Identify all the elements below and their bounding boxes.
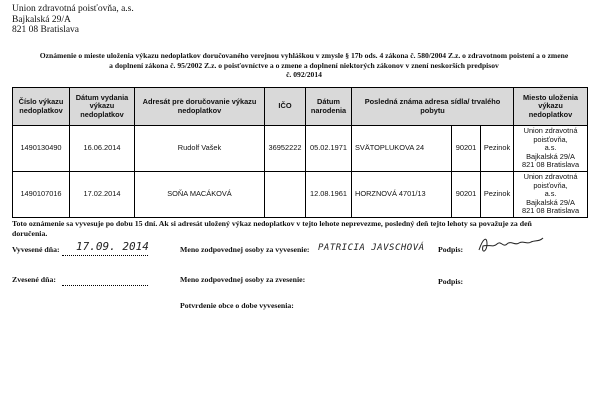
cell-town: Pezinok <box>481 126 514 172</box>
removing-person-label: Meno zodpovednej osoby za zvesenie: <box>180 275 306 284</box>
handwritten-signature-icon <box>475 234 547 256</box>
municipality-confirmation-label: Potvrdenie obce o dobe vyvesenia: <box>180 301 294 310</box>
posted-date-line <box>62 255 148 256</box>
posted-date-label: Vyvesené dňa: <box>12 245 60 254</box>
table-row <box>13 126 588 172</box>
posting-note-line-2: doručenia. <box>12 229 48 238</box>
cell-addressee: SOŇA MACÁKOVÁ <box>135 171 265 217</box>
cell-ico <box>265 171 306 217</box>
col-header-birth-date: Dátum narodenia <box>306 88 352 126</box>
signature-1-label: Podpis: <box>438 245 464 254</box>
cell-number: 1490107016 <box>13 171 70 217</box>
cell-birth-date: 12.08.1961 <box>306 171 352 217</box>
notice-title-line-2: a doplnení zákona č. 95/2002 Z.z. o poisťovníctve a o zmene a doplnení niektorých zákonov v znení neskorších predpisov <box>109 60 499 70</box>
cell-birth-date: 05.02.1971 <box>306 126 352 172</box>
sender-street: Bajkalská 29/A <box>12 14 71 25</box>
arrears-table <box>12 87 588 218</box>
table-header-row <box>13 88 588 126</box>
cell-town: Pezinok <box>481 171 514 217</box>
deposit-line-2: a.s. <box>544 189 557 199</box>
cell-ico: 36952222 <box>265 126 306 172</box>
cell-postcode: 90201 <box>452 171 481 217</box>
deposit-line-4: 821 08 Bratislava <box>521 206 580 216</box>
cell-deposit-place <box>514 126 588 172</box>
deposit-line-1: Union zdravotná poisťovňa, <box>523 171 578 190</box>
notice-title-line-1: Oznámenie o mieste uloženia výkazu nedoplatkov doručovaného verejnou vyhláškou v zmysle § 17b ods. 4 zákona č. 580/2004 Z.z. o zdravotnom poistení a o zmene <box>39 51 569 60</box>
col-header-address: Posledná známa adresa sídla/ trvalého pobytu <box>352 88 514 126</box>
removed-date-line <box>62 285 148 286</box>
posting-note-line-1: Toto oznámenie sa vyvesuje po dobu 15 dní. Ak si adresát uložený výkaz nedoplatkov v tejto lehote neprevezme, posledný deň tejto lehoty sa považuje za deň <box>12 219 532 228</box>
cell-issue-date: 17.02.2014 <box>70 171 135 217</box>
notice-title-line-3: č. 092/2014 <box>286 70 322 80</box>
signature-2-label: Podpis: <box>438 277 464 286</box>
cell-deposit-place <box>514 171 588 217</box>
sender-address <box>12 4 134 36</box>
deposit-line-1: Union zdravotná poisťovňa, <box>523 126 578 144</box>
cell-street: HORZNOVÁ 4701/13 <box>352 171 452 217</box>
notice-title <box>28 51 580 80</box>
col-header-addressee: Adresát pre doručovanie výkazu nedoplatkov <box>135 88 265 126</box>
cell-number: 1490130490 <box>13 126 70 172</box>
col-header-deposit-place: Miesto uloženia výkazu nedoplatkov <box>514 88 588 126</box>
deposit-line-3: Bajkalská 29/A <box>526 197 575 207</box>
cell-issue-date: 16.06.2014 <box>70 126 135 172</box>
col-header-issue-date: Dátum vydania výkazu nedoplatkov <box>70 88 135 126</box>
cell-addressee: Rudolf Vašek <box>135 126 265 172</box>
posting-person-handwritten: PATRICIA JAVSCHOVÁ <box>318 243 425 253</box>
removed-date-label: Zvesené dňa: <box>12 275 56 284</box>
posted-date-handwritten: 17.09. 2014 <box>76 240 149 253</box>
deposit-line-3: Bajkalská 29/A <box>526 151 575 161</box>
table-row <box>13 171 588 217</box>
cell-postcode: 90201 <box>452 126 481 172</box>
deposit-line-4: 821 08 Bratislava <box>521 160 580 170</box>
col-header-number: Číslo výkazu nedoplatkov <box>13 88 70 126</box>
deposit-line-2: a.s. <box>544 143 557 153</box>
sender-name: Union zdravotná poisťovňa, a.s. <box>12 4 134 14</box>
posting-person-label: Meno zodpovednej osoby za vyvesenie: <box>180 245 310 254</box>
col-header-ico: IČO <box>265 88 306 126</box>
sender-city: 821 08 Bratislava <box>12 25 80 35</box>
cell-street: SVÄTOPLUKOVA 24 <box>352 126 452 172</box>
